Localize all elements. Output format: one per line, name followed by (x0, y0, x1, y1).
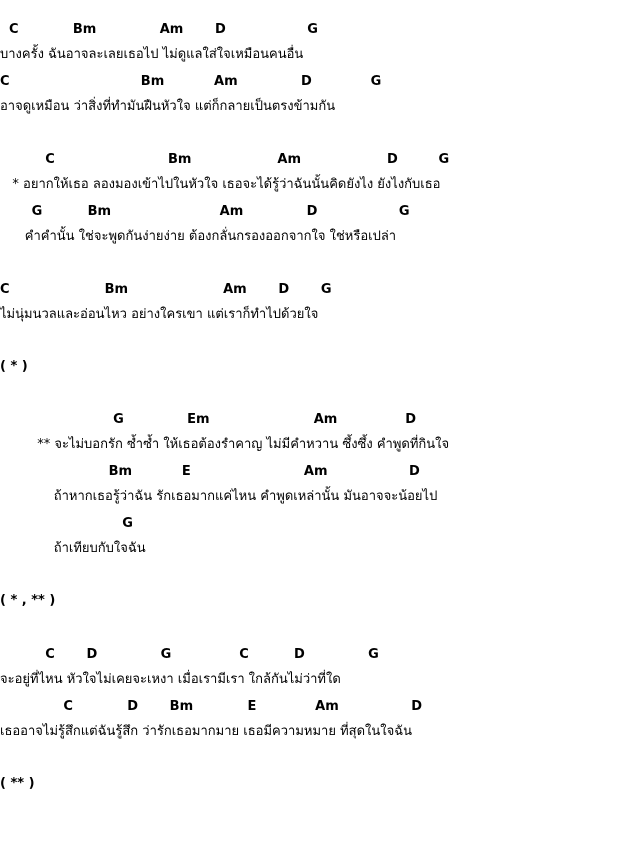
chord-line: C Bm Am D G (0, 282, 332, 297)
chord-line: C D Bm E Am D (0, 699, 422, 714)
repeat-marker: ( ** ) (0, 776, 35, 791)
lyric-line: เธออาจไม่รู้สึกแต่ฉันรู้สึก ว่ารักเธอมากมาย เธอมีความหมาย ที่สุดในใจฉัน (0, 724, 412, 739)
chord-line: G Bm Am D G (0, 204, 410, 219)
lyric-line: ถ้าหากเธอรู้ว่าฉัน รักเธอมากแค่ไหน คำพูดเหล่านั้น มันอาจจะน้อยไป (0, 489, 438, 504)
chord-line: G (0, 516, 133, 531)
lyric-line: ** จะไม่บอกรัก ซ้ำซ้ำ ให้เธอต้องรำคาญ ไม่มีคำหวาน ซึ้งซึ้ง คำพูดที่กินใจ (0, 437, 450, 452)
chord-line: Bm E Am D (0, 464, 420, 479)
lyric-line: คำคำนั้น ใช่จะพูดกันง่ายง่าย ต้องกลั่นกรองออกจากใจ ใช่หรือเปล่า (0, 229, 397, 244)
chord-line: C Bm Am D G (0, 74, 382, 89)
lyric-line: อาจดูเหมือน ว่าสิ่งที่ทำมันฝืนหัวใจ แต่ก็กลายเป็นตรงข้ามกัน (0, 99, 336, 114)
lyric-line: ถ้าเทียบกับใจฉัน (0, 541, 146, 556)
chord-line: C D G C D G (0, 647, 379, 662)
chord-line: C Bm Am D G (0, 152, 450, 167)
repeat-marker: ( * , ** ) (0, 593, 56, 608)
lyric-line: * อยากให้เธอ ลองมองเข้าไปในหัวใจ เธอจะได้รู้ว่าฉันนั้นคิดยังไง ยังไงกับเธอ (0, 177, 441, 192)
repeat-marker: ( * ) (0, 359, 28, 374)
chord-line: C Bm Am D G (0, 22, 318, 37)
lyric-line: บางครั้ง ฉันอาจละเลยเธอไป ไม่ดูแลใส่ใจเหมือนคนอื่น (0, 47, 304, 62)
lyric-line: จะอยู่ที่ไหน หัวใจไม่เคยจะเหงา เมื่อเรามีเรา ใกล้กันไม่ว่าที่ใด (0, 672, 341, 687)
chord-line: G Em Am D (0, 412, 416, 427)
lyric-line: ไม่นุ่มนวลและอ่อนไหว อย่างใครเขา แต่เราก็ทำไปด้วยใจ (0, 307, 319, 322)
